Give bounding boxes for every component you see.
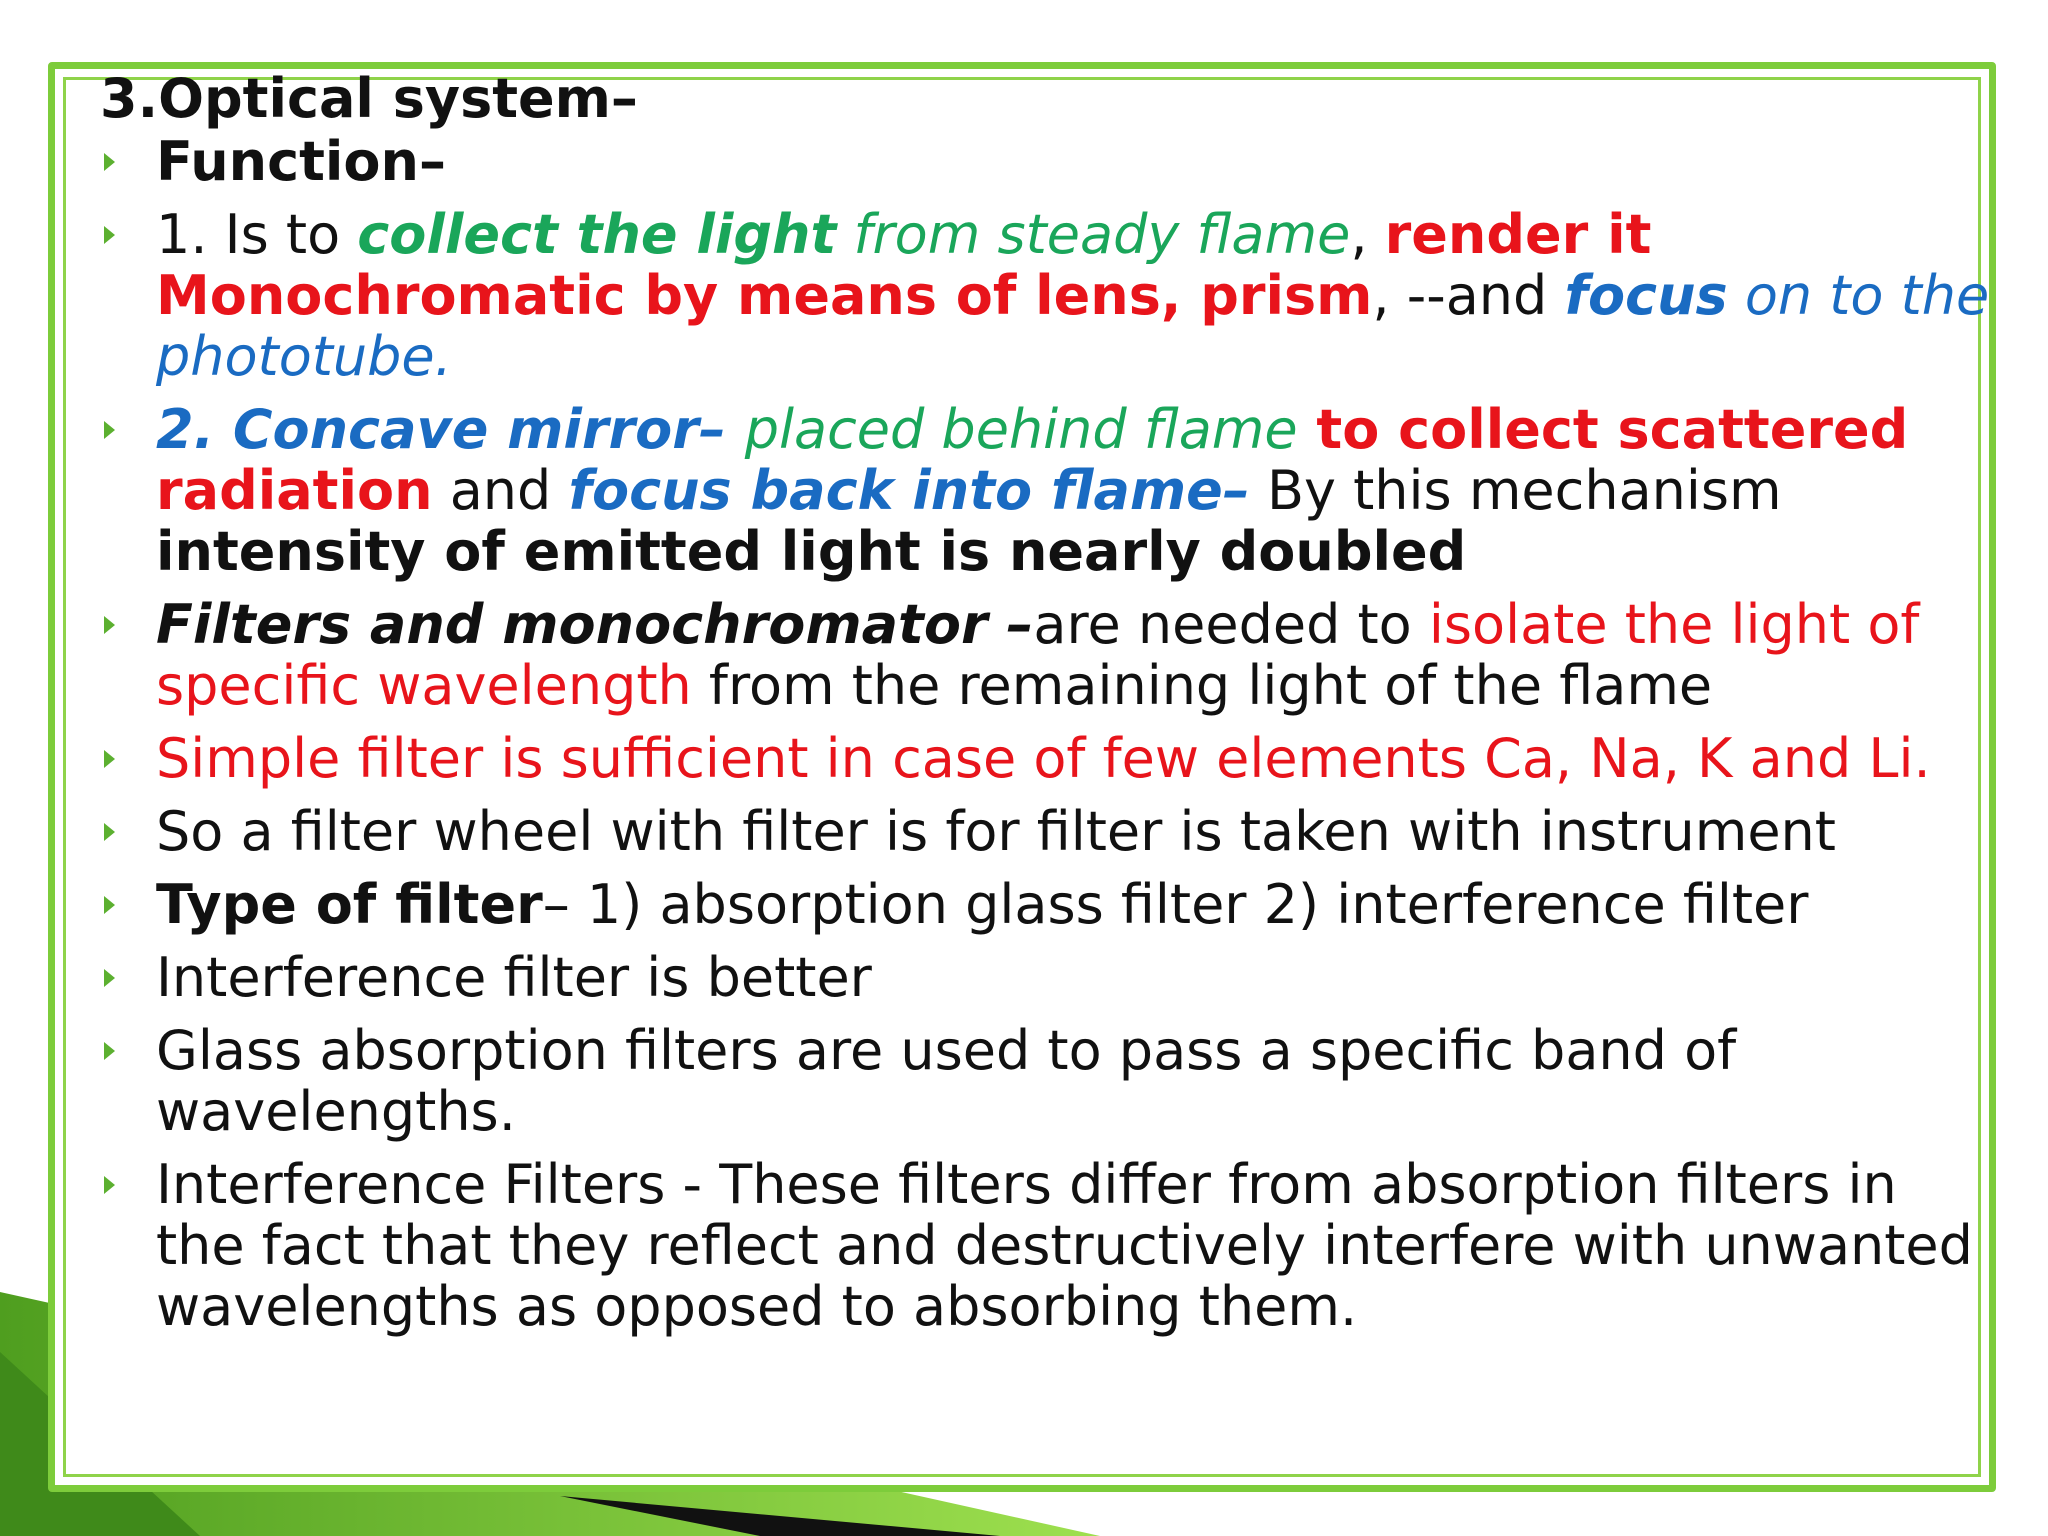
text-run: placed behind flame — [744, 398, 1298, 461]
text-run: intensity of emitted light is nearly doubled — [156, 520, 1467, 583]
triangle-bullet-icon — [104, 969, 115, 987]
text-run: to collect scattered radiation — [156, 398, 1909, 522]
list-item — [100, 594, 1990, 716]
text-run: , — [1350, 203, 1385, 266]
triangle-bullet-icon — [104, 153, 115, 171]
triangle-bullet-icon — [104, 896, 115, 914]
text-run: focus back into flame– — [568, 459, 1250, 522]
list-item — [100, 728, 1990, 789]
text-run: So a filter wheel with filter is for filter is taken with instrument — [156, 800, 1836, 863]
list-item — [100, 947, 1990, 1008]
text-run: focus — [1564, 264, 1728, 327]
list-item — [100, 801, 1990, 862]
triangle-bullet-icon — [104, 421, 115, 439]
text-run: Simple filter is sufficient in case of few elements Ca, Na, K and Li. — [156, 727, 1931, 790]
text-run: on to the phototube. — [156, 264, 1990, 388]
list-item — [100, 399, 1990, 582]
text-run: Glass absorption filters are used to pass a specific band of wavelengths. — [156, 1019, 1737, 1143]
list-item — [100, 204, 1990, 387]
list-item — [100, 1020, 1990, 1142]
text-run: collect the light — [357, 203, 837, 266]
text-run: – 1) absorption glass filter 2) interference filter — [542, 873, 1809, 936]
text-run: isolate the light of specific wavelength — [156, 593, 1920, 717]
triangle-bullet-icon — [104, 750, 115, 768]
text-run: Type of filter — [156, 873, 543, 936]
triangle-bullet-icon — [104, 226, 115, 244]
text-run: and — [432, 459, 569, 522]
list-item — [100, 874, 1990, 935]
text-run: Interference filter is better — [156, 946, 872, 1009]
text-run: 1. Is to — [156, 203, 358, 266]
text-run: Interference Filters - These filters differ from absorption filters in the fact that they reflect and destructively interfere with unwanted wavelengths as opposed to absorbing them. — [156, 1153, 1973, 1338]
slide-title: 3.Optical system– — [100, 67, 638, 130]
triangle-bullet-icon — [104, 1176, 115, 1194]
triangle-bullet-icon — [104, 616, 115, 634]
slide-content — [100, 68, 1990, 1349]
text-run: By this mechanism — [1249, 459, 1782, 522]
text-run: render it Monochromatic by means of lens, prism — [156, 203, 1652, 327]
text-run: from steady flame — [836, 203, 1351, 266]
list-item — [100, 1154, 1990, 1337]
text-run: are needed to — [1033, 593, 1429, 656]
text-run: Function– — [156, 130, 446, 193]
triangle-bullet-icon — [104, 1042, 115, 1060]
text-run: , --and — [1372, 264, 1565, 327]
text-run: Filters and monochromator – — [156, 593, 1034, 656]
triangle-bullet-icon — [104, 823, 115, 841]
list-item — [100, 131, 1990, 192]
bullet-list — [100, 131, 1990, 1337]
text-run: 2. Concave mirror– — [156, 398, 745, 461]
text-run: from the remaining light of the flame — [691, 654, 1713, 717]
